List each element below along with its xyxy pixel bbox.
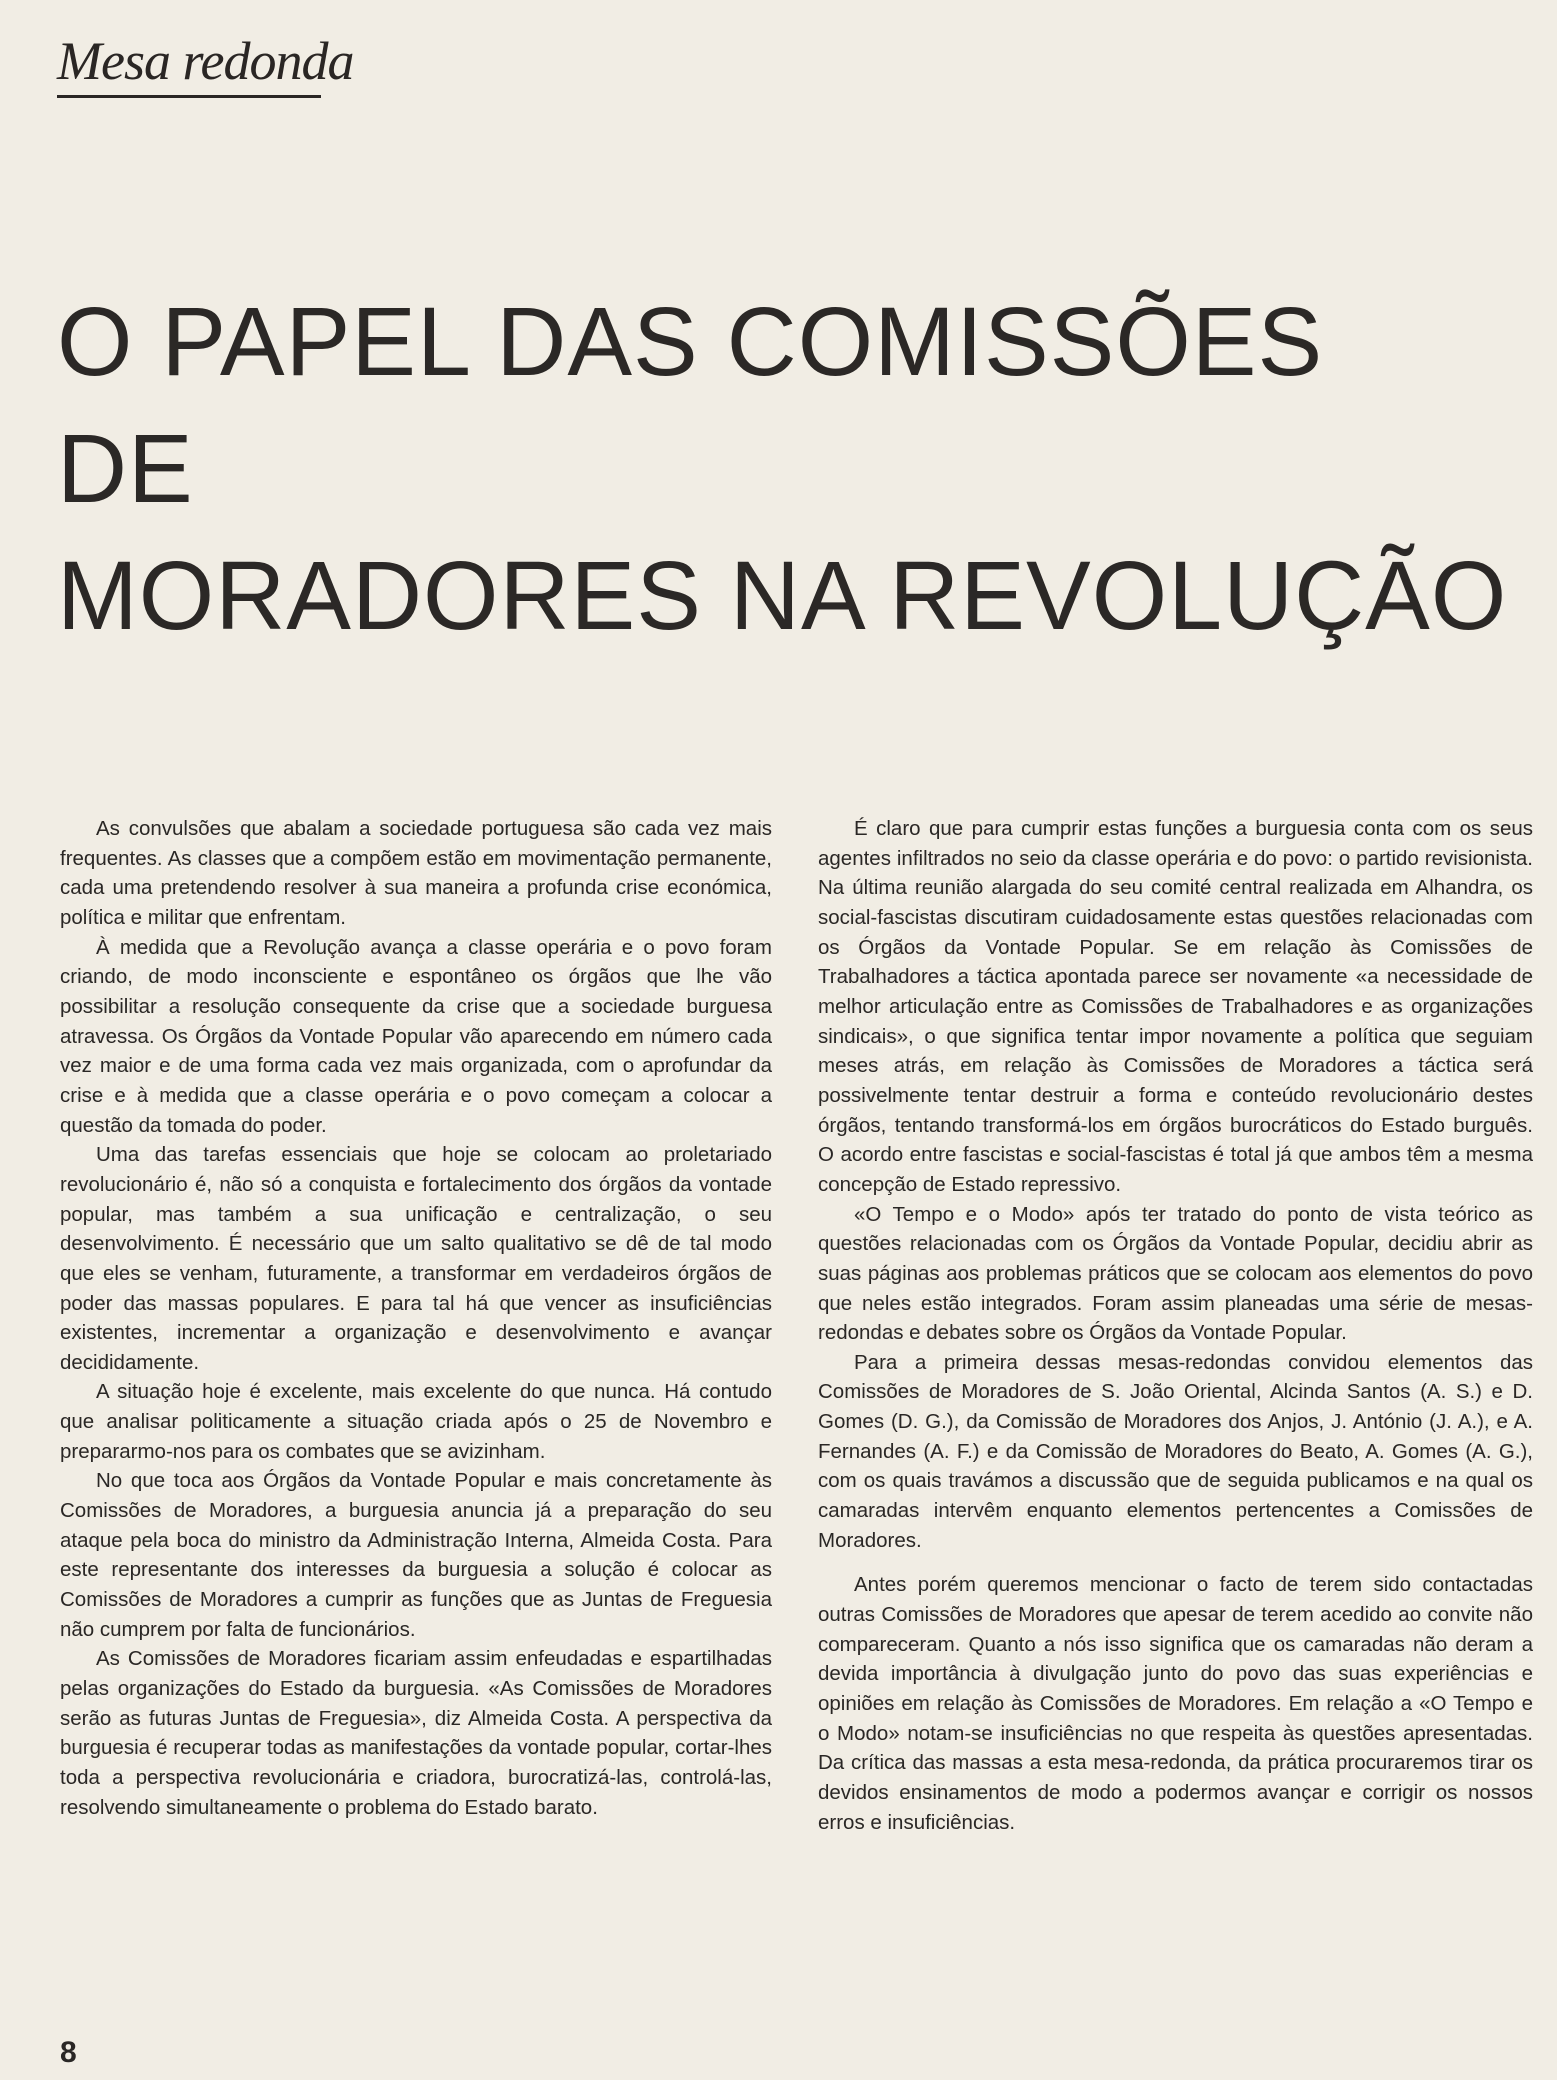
title-line-2: DE bbox=[57, 414, 194, 523]
right-column bbox=[818, 814, 1533, 1837]
title-line-3: MORADORES NA REVOLUÇÃO bbox=[57, 541, 1508, 650]
paragraph: É claro que para cumprir estas funções a burguesia conta com os seus agentes infiltrados no seio da classe operária e do povo: o partido revisionista. Na última reunião alargada do seu comité central realizada em Alhandra, os social-fascistas discutiram cuidadosamente estas questões relacionadas com os Órgãos da Vontade Popular. Se em relação às Comissões de Trabalhadores a táctica apontada parece ser novamente «a necessidade de melhor articulação entre as Comissões de Trabalhadores e as organizações sindicais», o que significa tentar impor novamente a política que seguiam meses atrás, em relação às Comissões de Moradores a táctica será possivelmente tentar destruir a forma e conteúdo revolucionário destes órgãos, tentando transformá-los em órgãos burocráticos do Estado burguês. O acordo entre fascistas e social-fascistas é total já que ambos têm a mesma concepção de Estado repressivo. bbox=[818, 817, 1533, 1196]
article-title bbox=[57, 278, 1517, 659]
paragraph: Para a primeira dessas mesas-redondas convidou elementos das Comissões de Moradores de S. João Oriental, Alcinda Santos (A. S.) e D. Gomes (D. G.), da Comissão de Moradores dos Anjos, J. António (J. A.), e A. Fernandes (A. F.) e da Comissão de Moradores do Beato, A. Gomes (A. G.), com os quais travámos a discussão que de seguida publicamos e na qual os camaradas intervêm enquanto elementos pertencentes a Comissões de Moradores. bbox=[818, 1350, 1533, 1552]
section-underline bbox=[57, 95, 321, 98]
left-column bbox=[60, 814, 772, 1822]
paragraph: No que toca aos Órgãos da Vontade Popular e mais concretamente às Comissões de Moradores, a burguesia anuncia já a preparação do seu ataque pela boca do ministro da Administração Interna, Almeida Costa. Para este representante dos interesses da burguesia a solução é colocar as Comissões de Moradores a cumprir as funções que as Juntas de Freguesia não cumprem por falta de funcionários. bbox=[60, 1469, 772, 1641]
title-line-1: O PAPEL DAS COMISSÕES bbox=[57, 287, 1324, 396]
paragraph: Uma das tarefas essenciais que hoje se colocam ao proletariado revolucionário é, não só a conquista e fortalecimento dos órgãos da vontade popular, mas também a sua unificação e centralização, o seu desenvolvimento. É necessário que um salto qualitativo se dê de tal modo que eles se venham, futuramente, a transformar em verdadeiros órgãos de poder das massas populares. E para tal há que vencer as insuficiências existentes, incrementar a organização e desenvolvimento e avançar decididamente. bbox=[60, 1143, 772, 1374]
paragraph: À medida que a Revolução avança a classe operária e o povo foram criando, de modo inconsciente e espontâneo os órgãos que lhe vão possibilitar a resolução consequente da crise que a sociedade burguesa atravessa. Os Órgãos da Vontade Popular vão aparecendo em número cada vez maior e de uma forma cada vez mais organizada, com o aprofundar da crise e à medida que a classe operária e o povo começam a colocar a questão da tomada do poder. bbox=[60, 935, 772, 1137]
section-label: Mesa redonda bbox=[57, 31, 354, 91]
paragraph: A situação hoje é excelente, mais excelente do que nunca. Há contudo que analisar politicamente a situação criada após o 25 de Novembro e prepararmo-nos para os combates que se avizinham. bbox=[60, 1380, 772, 1463]
paragraph: «O Tempo e o Modo» após ter tratado do ponto de vista teórico as questões relacionadas com os Órgãos da Vontade Popular, decidiu abrir as suas páginas aos problemas práticos que se colocam aos elementos do povo que neles estão integrados. Foram assim planeadas uma série de mesas-redondas e debates sobre os Órgãos da Vontade Popular. bbox=[818, 1202, 1533, 1345]
paragraph: Antes porém queremos mencionar o facto de terem sido contactadas outras Comissões de Moradores que apesar de terem acedido ao convite não compareceram. Quanto a nós isso significa que os camaradas não deram a devida importância à divulgação junto do povo das suas experiências e opiniões em relação às Comissões de Moradores. Em relação a «O Tempo e o Modo» notam-se insuficiências no que respeita às questões apresentadas. Da crítica das massas a esta mesa-redonda, da prática procuraremos tirar os devidos ensinamentos de modo a podermos avançar e corrigir os nossos erros e insuficiências. bbox=[818, 1573, 1533, 1834]
page-number: 8 bbox=[60, 2036, 77, 2069]
paragraph: As Comissões de Moradores ficariam assim enfeudadas e espartilhadas pelas organizações do Estado da burguesia. «As Comissões de Moradores serão as futuras Juntas de Freguesia», diz Almeida Costa. A perspectiva da burguesia é recuperar todas as manifestações da vontade popular, cortar-lhes toda a perspectiva revolucionária e criadora, burocratizá-las, controlá-las, resolvendo simultaneamente o problema do Estado barato. bbox=[60, 1647, 772, 1819]
paragraph: As convulsões que abalam a sociedade portuguesa são cada vez mais frequentes. As classes que a compõem estão em movimentação permanente, cada uma pretendendo resolver à sua maneira a profunda crise económica, política e militar que enfrentam. bbox=[60, 817, 772, 929]
